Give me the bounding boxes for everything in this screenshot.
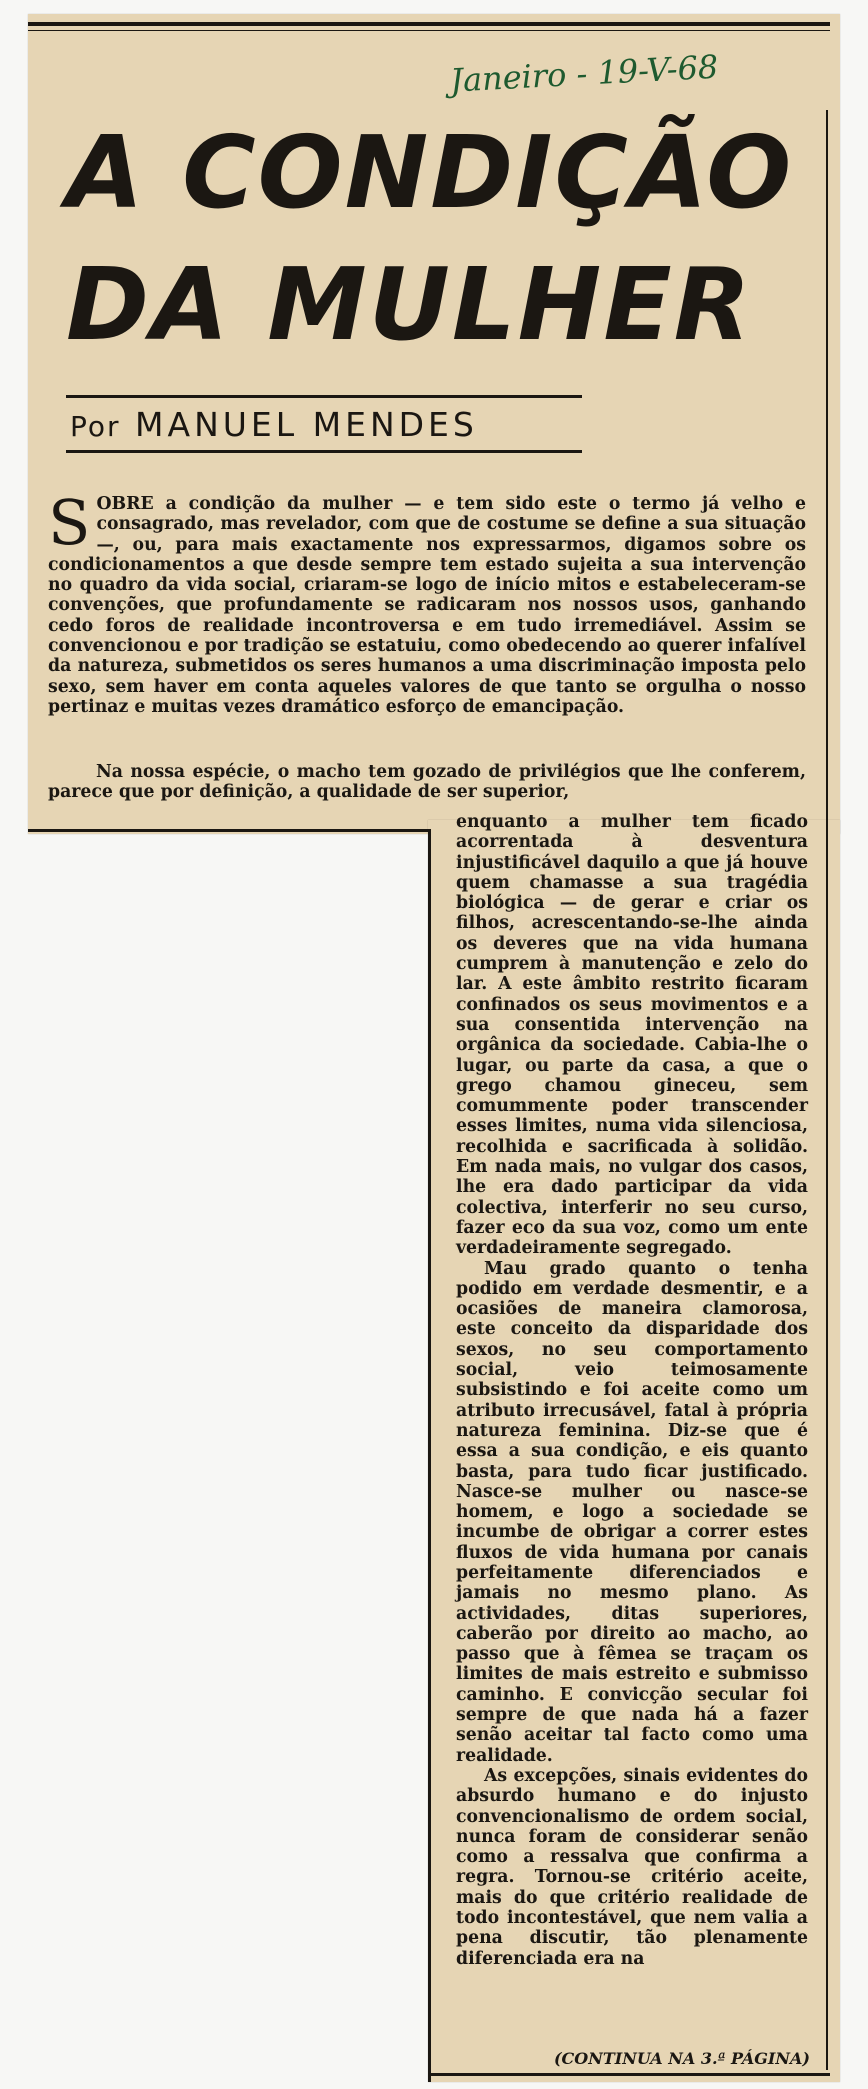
bottom-rule (428, 2073, 830, 2076)
byline-rule-bottom (66, 450, 582, 453)
paragraph-2-continued: enquanto a mulher tem ficado acorrentada à desventura injustificável daquilo a que já houve quem chamasse a sua tragédia biológica — de gerar e criar os filhos, acrescentando-se-lhe ainda os deveres que na vida humana cumprem à manutenção e zelo do lar. A este âmbito restrito ficaram confinados os seus movimentos e a sua consentida intervenção na orgânica da sociedade. Cabia-lhe o lugar, ou parte da casa, a que o grego chamou gineceu, sem comummente poder transcender esses limites, numa vida silenciosa, recolhida e sacrificada à solidão. Em nada mais, no vulgar dos casos, lhe era dado participar da vida colectiva, interferir no seu curso, fazer eco da sua voz, como um ente verdadeiramente segregado. (456, 812, 808, 1259)
paragraph-2-start: Na nossa espécie, o macho tem gozado de privilégios que lhe conferem, parece que por definição, a qualidade de ser superior, (48, 762, 806, 803)
continuation-note: (CONTINUA NA 3.ª PÁGINA) (553, 2049, 810, 2068)
article-column (456, 812, 808, 1969)
handwritten-date: Janeiro - 19-V-68 (449, 47, 720, 100)
paragraph-4: As excepções, sinais evidentes do absurdo humano e do injusto convencionalismo de ordem social, nunca foram de considerar senão como a ressalva que confirma a regra. Tornou-se critério aceite, mais do que critério realidade de todo incontestável, que nem valia a pena discutir, tão plenamente diferenciada era na (456, 1765, 808, 1969)
right-column-rule (826, 110, 828, 2070)
top-rule (28, 22, 830, 26)
column-left-rule (428, 829, 431, 2082)
byline-rule-top (66, 395, 582, 398)
section-break-rule (28, 829, 430, 832)
paragraph-3: Mau grado quanto o tenha podido em verdade desmentir, e a ocasiões de maneira clamorosa, este conceito da disparidade dos sexos, no seu comportamento social, veio teimosamente subsistindo e foi aceite como um atributo irrecusável, fatal à própria natureza feminina. Diz-se que é essa a sua condição, e eis quanto basta, para tudo ficar justificado. Nasce-se mulher ou nasce-se homem, e logo a sociedade se incumbe de obrigar a correr estes fluxos de vida humana por canais perfeitamente diferenciados e jamais no mesmo plano. As actividades, ditas superiores, caberão por direito ao macho, ao passo que à fêmea se traçam os limites de mais estreito e submisso caminho. E convicção secular foi sempre de que nada há a fazer senão aceitar tal facto como uma realidade. (456, 1258, 808, 1766)
byline-prefix: Por (70, 410, 121, 443)
intro-text: OBRE a condição da mulher — e tem sido este o termo já velho e consagrado, mas revelador, com que de costume se define a sua situação —, ou, para mais exactamente nos expressarmos, digamos sobre os condicionamentos a que desde sempre tem estado sujeita a sua intervenção no quadro da vida social, criaram-se logo de início mitos e estabeleceram-se convenções, que profundamente se radicaram nos nossos usos, ganhando cedo foros de realidade incontroversa e em tudo irremediável. Assim se convencionou e por tradição se estatuiu, como obedecendo ao querer infalível da natureza, submetidos os seres humanos a uma discriminação imposta pelo sexo, sem haver em conta aqueles valores de que tanto se orgulha o nosso pertinaz e muitas vezes dramático esforço de emancipação. (48, 494, 806, 717)
byline-author: MANUEL MENDES (135, 405, 478, 444)
byline (70, 405, 590, 444)
headline-line-2: DA MULHER (66, 246, 753, 363)
top-rule-thin (28, 30, 830, 31)
headline-line-1: A CONDIÇÃO (66, 114, 794, 231)
intro-paragraph (48, 486, 806, 717)
drop-cap: S (48, 486, 91, 559)
